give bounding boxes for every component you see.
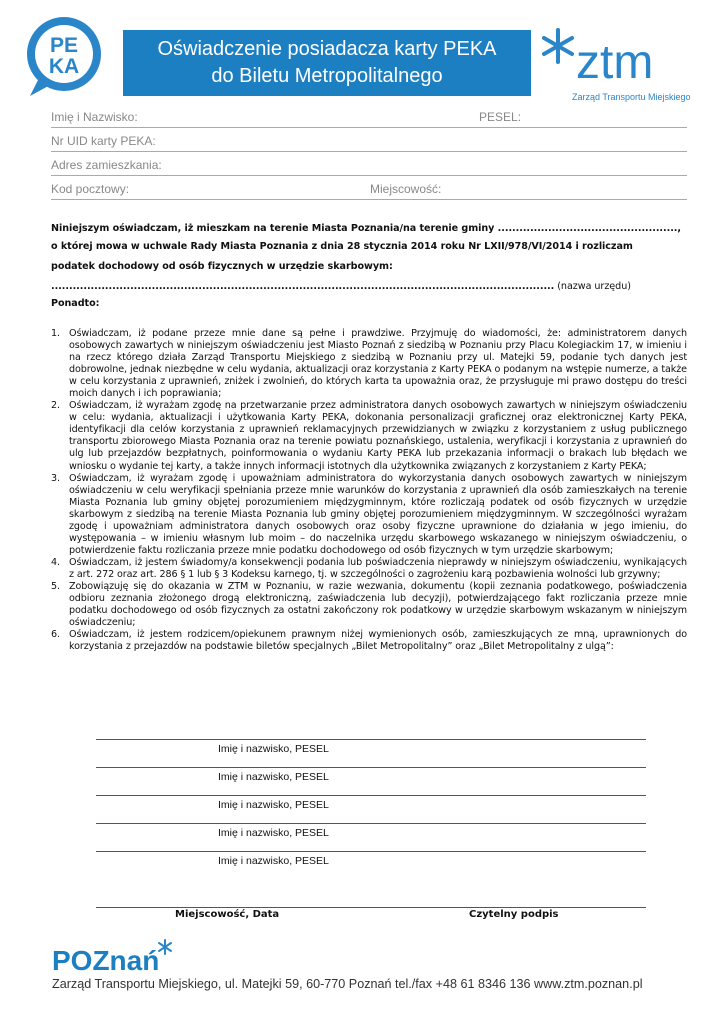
statements-list <box>51 328 687 653</box>
pesel-label: PESEL: <box>479 110 522 124</box>
statement-text: Oświadczam, iż jestem świadomy/a konsekwencji podania lub poświadczenia nieprawdy w niniejszym oświadczeniu, wynikających z art. 272 oraz art. 286 § 1 lub § 3 Kodeksu karnego, tj. w szczególności o zagrożeniu karą pozbawienia wolności lub grzywny; <box>69 556 687 580</box>
statement-number: 6. <box>51 629 60 641</box>
declaration-line-2: o której mowa w uchwale Rady Miasta Poznania z dnia 28 stycznia 2014 roku Nr LXII/978/VI/2014 i rozliczam <box>51 241 633 252</box>
statement-text: Oświadczam, iż wyrażam zgodę i upoważniam administratora do wykorzystania danych osobowych zawartych w niniejszym oświadczeniu w celu weryfikacji spełniania przeze mnie warunków do korzystania z uprawnień dla osób zamieszkałych na terenie Miasta Poznania lub gminy objętej porozumieniem międzygminnym, które rozliczają podatek od osób fizycznych w urzędzie skarbowym z siedzibą na terenie Miasta Poznania lub gminy objętej porozumieniem międzygminnym. W szczególności wyrażam zgodę i upoważniam administratora danych osobowych oraz osoby fizyczne uprawnione do działania w jego imieniu, do występowania – w imieniu własnym lub moim – do naczelnika urzędu skarbowego wskazanego w niniejszym oświadczeniu, o potwierdzenie faktu rozliczania przeze mnie podatku dochodowego od osób fizycznych w tym urzędzie skarbowym; <box>69 472 687 556</box>
ponadto-heading: Ponadto: <box>51 298 100 309</box>
signature-line[interactable] <box>96 907 646 908</box>
statement-number: 3. <box>51 472 60 484</box>
statement-number: 4. <box>51 556 60 568</box>
address-label: Adres zamieszkania: <box>51 158 162 172</box>
statement-text: Oświadczam, iż podane przeze mnie dane są pełne i prawdziwe. Przyjmuję do wiadomości, że: administratorem danych osobowych zawartych w niniejszym oświadczeniu jest Miasto Poznań z siedzibą w Poznaniu przy Placu Kolegiackim 17, w imieniu i na rzecz którego działa Zarząd Transportu Miejskiego z siedzibą w Poznaniu przy ul. Matejki 59, podanie tych danych jest dobrowolne, jednak niezbędne w celu wydania, aktualizacji oraz korzystania z Karty PEKA o podanym na wstępie numerze, a także w celu korzystania z uprawnień, zniżek i zwolnień, do których karta ta upoważnia oraz, że przysługuje mi prawo dostępu do treści moich danych i ich poprawiania; <box>69 328 687 400</box>
child-entry-label: Imię i nazwisko, PESEL <box>218 855 329 867</box>
child-entry-label: Imię i nazwisko, PESEL <box>218 743 329 755</box>
place-date-label: Miejscowość, Data <box>175 909 280 920</box>
statement-item <box>51 473 687 557</box>
statement-item <box>51 629 687 653</box>
child-entry-line[interactable] <box>96 767 646 783</box>
signature-label: Czytelny podpis <box>469 909 559 920</box>
peka-logo <box>22 14 106 98</box>
tax-office-dots: ............................................................................................................................................ <box>51 281 555 292</box>
statement-item <box>51 581 687 629</box>
city-label: Miejscowość: <box>370 182 442 196</box>
name-label: Imię i Nazwisko: <box>51 110 138 124</box>
statement-number: 1. <box>51 328 60 339</box>
ztm-subtitle: Zarząd Transportu Miejskiego <box>572 92 691 102</box>
ztm-logo-text: ztm <box>576 36 654 89</box>
uid-row[interactable] <box>51 129 687 152</box>
child-entry-label: Imię i nazwisko, PESEL <box>218 771 329 783</box>
child-entry-line[interactable] <box>96 795 646 811</box>
child-entry-line[interactable] <box>96 823 646 839</box>
title-line-2: do Biletu Metropolitalnego <box>211 65 443 87</box>
child-entry-line[interactable] <box>96 739 646 755</box>
statement-item <box>51 557 687 581</box>
statement-number: 5. <box>51 580 60 592</box>
statement-item <box>51 328 687 400</box>
child-entry-label: Imię i nazwisko, PESEL <box>218 827 329 839</box>
peka-logo-text-2: KA <box>48 55 80 78</box>
asterisk-icon <box>544 30 572 62</box>
poznan-logo <box>52 938 182 974</box>
uid-label: Nr UID karty PEKA: <box>51 134 156 148</box>
footer-address: Zarząd Transportu Miejskiego, ul. Matejki 59, 60-770 Poznań tel./fax +48 61 8346 136 www.ztm.poznan.pl <box>52 977 643 991</box>
statement-item <box>51 400 687 472</box>
child-entry-line[interactable] <box>96 851 646 867</box>
statement-text: Oświadczam, iż wyrażam zgodę na przetwarzanie przez administratora danych osobowych zawartych w niniejszym oświadczeniu w celu: wydania, aktualizacji i użytkowania Karty PEKA, dokonania personalizacji graficznej oraz elektronicznej Karty PEKA, identyfikacji dla celów korzystania z uprawnień reklamacyjnych przewidzianych w związku z korzystaniem z usług publicznego transportu zbiorowego Miasta Poznania oraz na terenie powiatu poznańskiego, ustalenia, weryfikacji i korzystania z uprawnień do ulg lub przejazdów bezpłatnych, poinformowania o wydaniu Karty PEKA lub przekazania informacji o brakach lub błędach we wniosku o wydanie tej karty, a także innych informacji istotnych dla użytkownika związanych z korzystaniem z Karty PEKA; <box>69 400 687 472</box>
statement-text: Oświadczam, iż jestem rodzicem/opiekunem prawnym niżej wymienionych osób, zamieszkujących ze mną, uprawnionych do korzystania z przejazdów na podstawie biletów specjalnych „Bilet Metropolitalny” oraz „Bilet Metropolitalny z ulgą”: <box>69 629 687 653</box>
child-entry-label: Imię i nazwisko, PESEL <box>218 799 329 811</box>
name-pesel-row[interactable] <box>51 105 687 128</box>
ztm-logo <box>540 22 700 92</box>
tax-office-note: (nazwa urzędu) <box>554 281 631 292</box>
title-line-1: Oświadczenie posiadacza karty PEKA <box>157 38 497 60</box>
declaration-line-3: podatek dochodowy od osób fizycznych w urzędzie skarbowym: <box>51 261 393 272</box>
asterisk-icon <box>159 940 171 954</box>
poznan-logo-text: POZnań <box>52 945 160 974</box>
postal-code-label: Kod pocztowy: <box>51 182 130 196</box>
statement-text: Zobowiązuję się do okazania w ZTM w Poznaniu, w razie wezwania, dokumentu (kopii zeznania podatkowego, poświadczenia odbioru zeznania złożonego drogą elektroniczną, zaświadczenia lub decyzji), potwierdzającego fakt rozliczania przeze mnie podatku dochodowego od osób fizycznych za ostatni zakończony rok podatkowy w urzędzie skarbowym wskazanym w niniejszym oświadczeniu; <box>69 580 687 629</box>
peka-logo-text-1: PE <box>49 34 79 57</box>
address-row[interactable] <box>51 153 687 176</box>
postal-city-row[interactable] <box>51 177 687 200</box>
declaration-line-1: Niniejszym oświadczam, iż mieszkam na terenie Miasta Poznania/na terenie gminy .................................................., <box>51 223 681 234</box>
title-banner <box>123 30 531 96</box>
tax-office-line[interactable] <box>51 281 631 292</box>
statement-number: 2. <box>51 400 60 412</box>
